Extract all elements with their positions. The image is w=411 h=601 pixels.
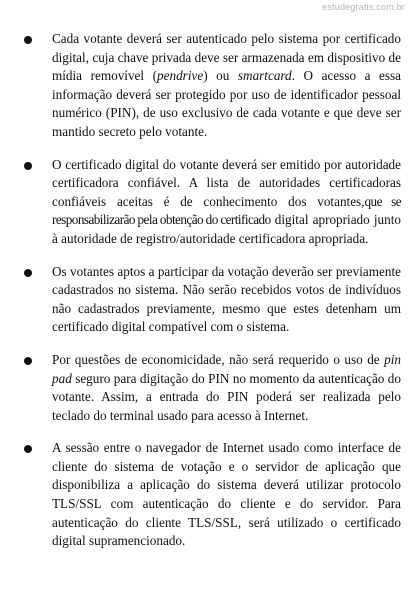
document-body — [0, 30, 411, 565]
bullet-icon — [24, 445, 32, 453]
paragraph-text: Cada votante deverá ser autenticado pelo sistema por certificado digital, cuja chave privada deve ser armazenada em dispositivo de mídia removível (pendrive) ou smartcard. O acesso a essa informação deverá ser protegido por uso de identificador pessoal numérico (PIN), de uso exclusivo de cada votante e que deve ser mantido secreto pelo votante. — [52, 31, 402, 139]
bullet-icon — [24, 162, 32, 170]
list-item — [0, 30, 411, 142]
watermark: estudegratis.com.br — [322, 2, 405, 12]
paragraph-text: Os votantes aptos a participar da votação deverão ser previamente cadastrados no sistema. Não serão recebidos votos de indivíduos não cadastrados previamente, mesmo que estes detenham um certificado digital compatível com o sistema. — [52, 263, 401, 335]
list-item — [0, 263, 411, 337]
bullet-icon — [24, 36, 32, 44]
paragraph-text: A sessão entre o navegador de Internet usado como interface de cliente do sistema de votação e o servidor de aplicação que disponibiliza a aplicação do sistema deverá utilizar protocolo TLS/SSL com autenticação do cliente e do servidor. Para autenticação do cliente TLS/SSL, será utilizado o certificado digital supramencionado. — [52, 440, 401, 549]
paragraph-text: O certificado digital do votante deverá ser emitido por autoridade certificadora confiável. A lista de autoridades certificadoras confiáveis aceitas é de conhecimento dos votantes,que se responsabilizarão pela obtenção do certificado digital apropriado junto à autoridade de registro/autoridade certificadora apropriada. — [52, 156, 401, 246]
paragraph-text: Por questões de economicidade, não será requerido o uso de pin pad seguro para digitação do PIN no momento da autenticação do votante. Assim, a entrada do PIN poderá ser realizada pelo teclado do terminal usado para acesso à Internet. — [52, 351, 401, 423]
list-item — [0, 351, 411, 425]
list-item — [0, 156, 411, 249]
bullet-icon — [24, 357, 32, 365]
bullet-icon — [24, 269, 32, 277]
list-item — [0, 439, 411, 551]
